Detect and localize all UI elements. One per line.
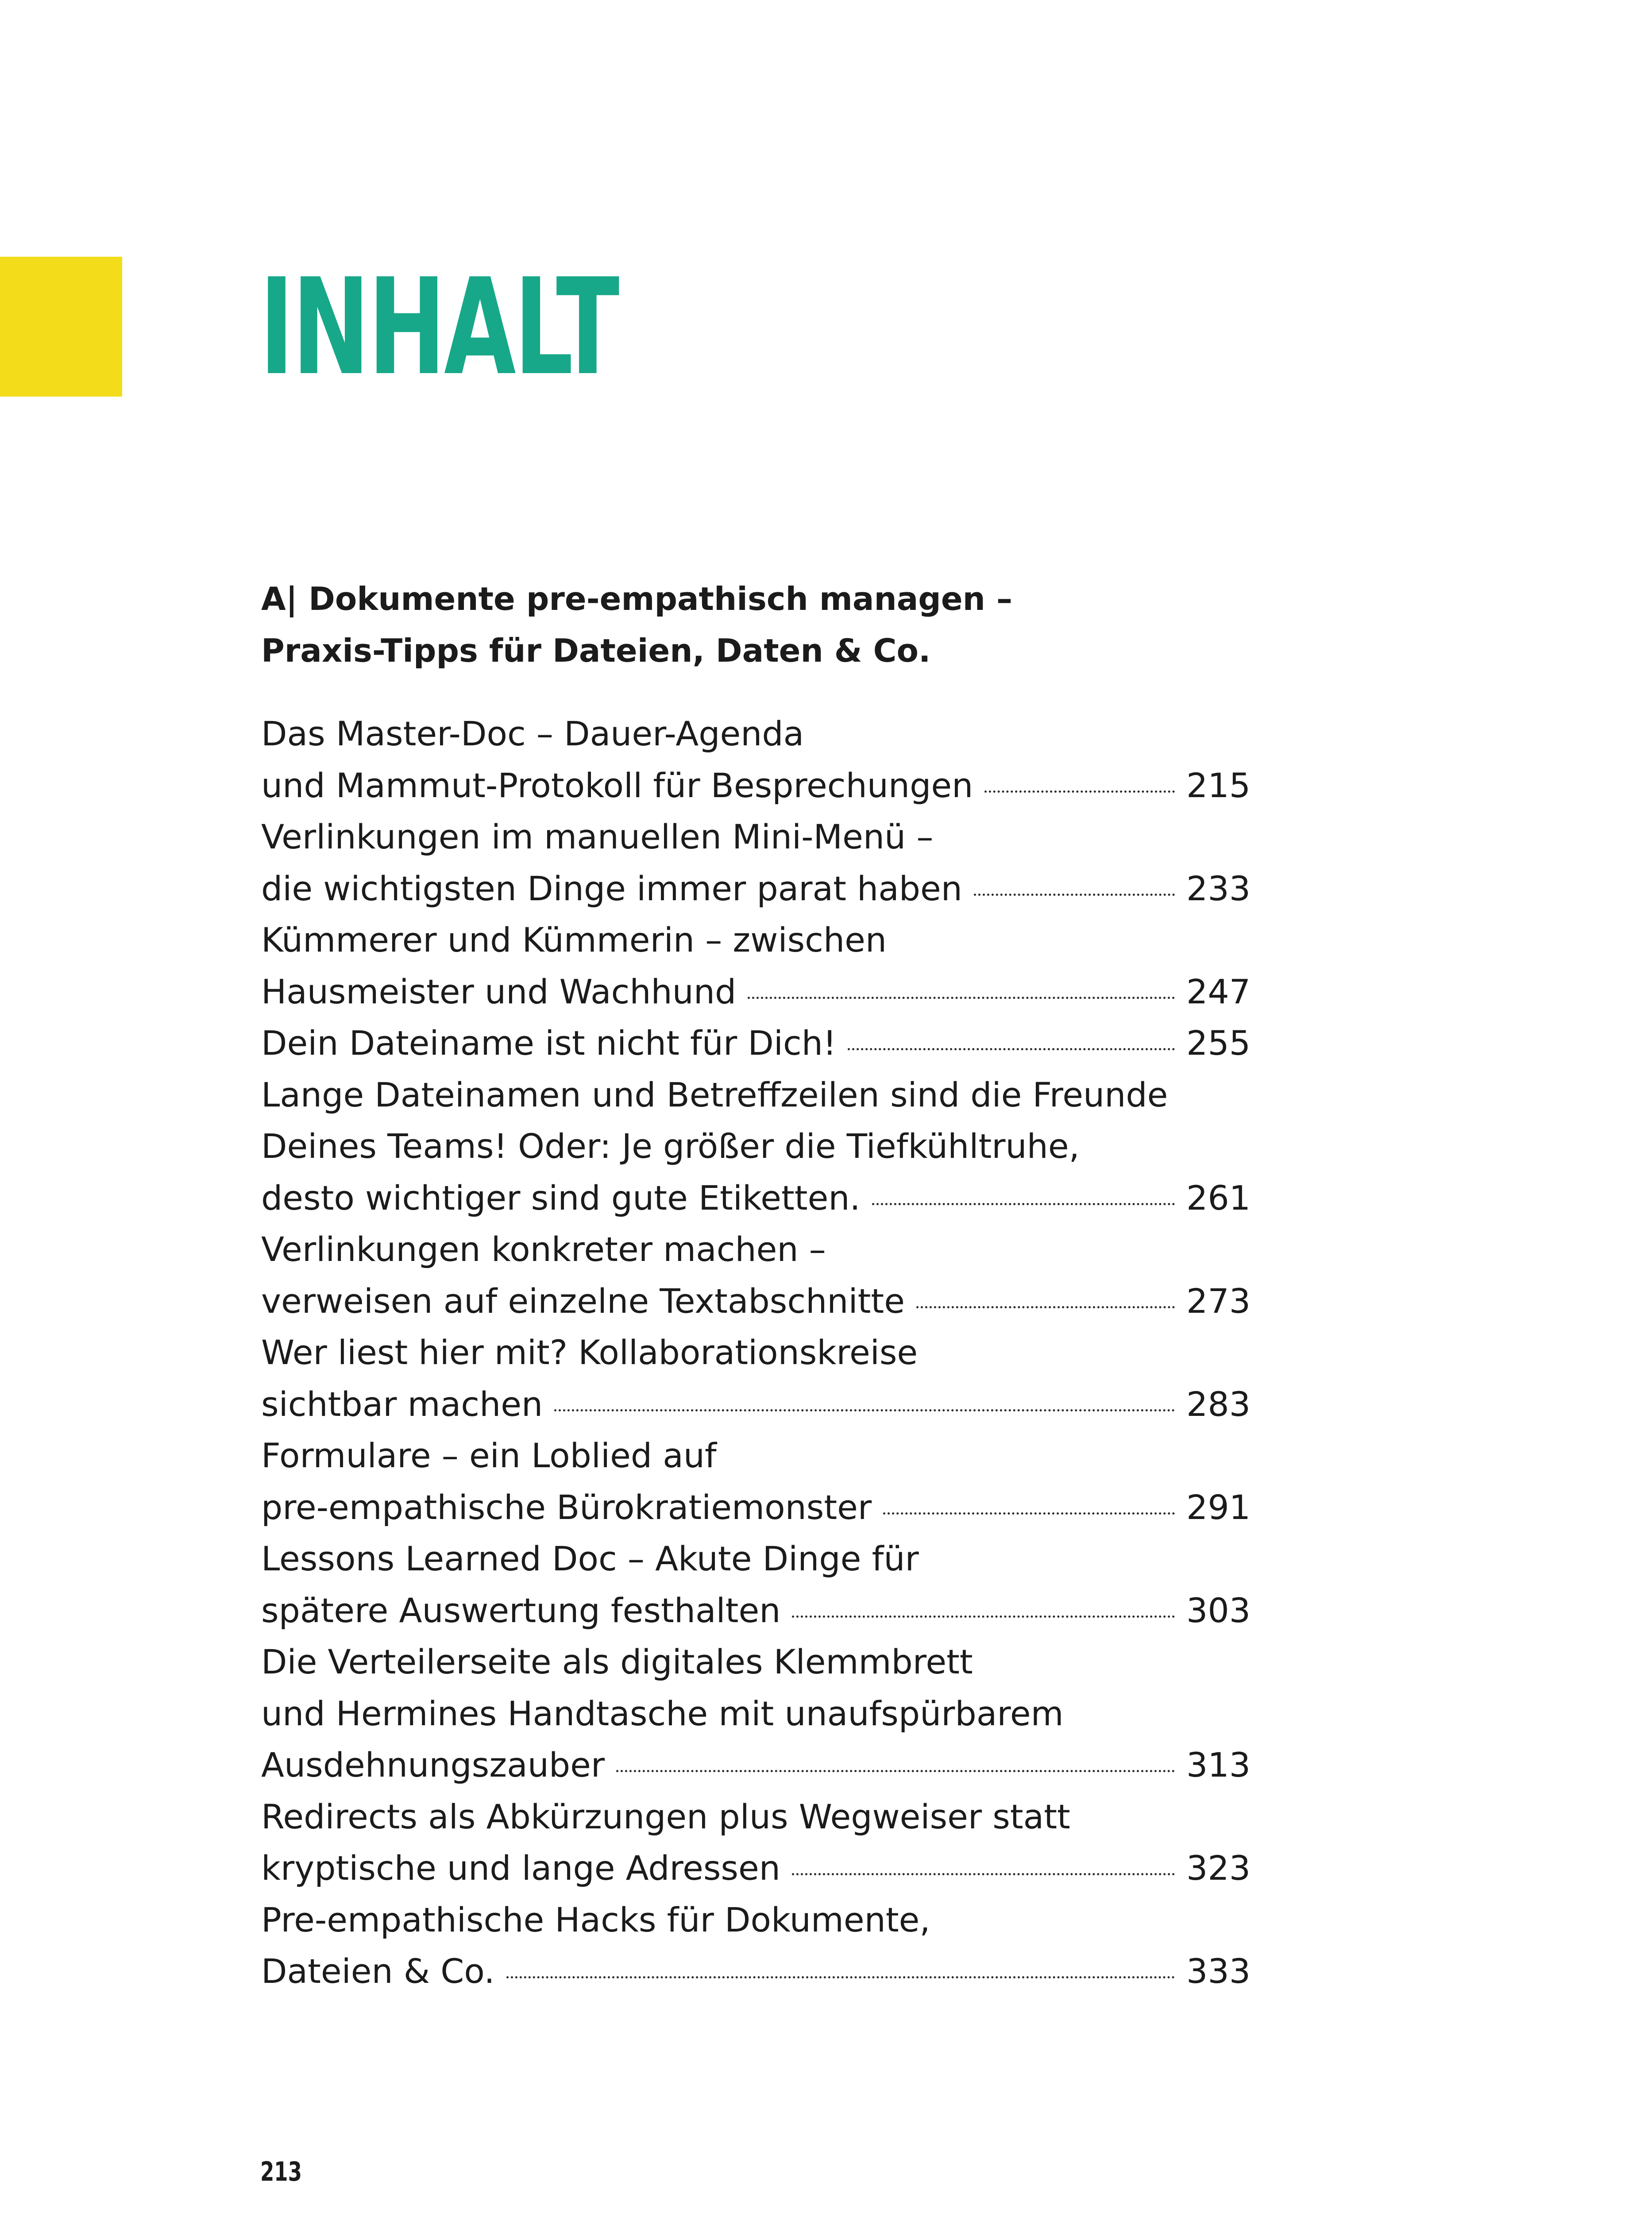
dot-leader	[506, 1976, 1175, 1978]
section-heading	[261, 573, 1279, 677]
toc-entry-line: Verlinkungen konkreter machen –	[261, 1230, 826, 1269]
dot-leader	[848, 1048, 1175, 1050]
toc-entry-line: Verlinkungen im manuellen Mini-Menü –	[261, 817, 934, 856]
dot-leader	[792, 1873, 1175, 1875]
toc-entry-line: desto wichtiger sind gute Etiketten.	[261, 1178, 861, 1218]
toc-page-number: 273	[1186, 1281, 1251, 1321]
toc-entry-line: verweisen auf einzelne Textabschnitte	[261, 1281, 905, 1321]
toc-entry	[261, 811, 1257, 914]
toc-entry-line: Lessons Learned Doc – Akute Dinge für	[261, 1539, 919, 1578]
toc-entry-line: Kümmerer und Kümmerin – zwischen	[261, 920, 887, 960]
toc-entry-last-line	[261, 1379, 1257, 1430]
toc-entry-last-line	[261, 1739, 1257, 1791]
toc-entry	[261, 1018, 1257, 1069]
toc-entry-line: Formulare – ein Loblied auf	[261, 1436, 717, 1475]
toc-entry-line: die wichtigsten Dinge immer parat haben	[261, 868, 962, 908]
toc-entry	[261, 1636, 1257, 1791]
toc-entry-last-line	[261, 1172, 1257, 1224]
toc-entry-line: Pre-empathische Hacks für Dokumente,	[261, 1900, 930, 1939]
toc-entry-last-line	[261, 1018, 1257, 1069]
toc-entry-last-line	[261, 863, 1257, 915]
toc-entry-line: Lange Dateinamen und Betreffzeilen sind die Freunde	[261, 1075, 1168, 1114]
toc-entry	[261, 914, 1257, 1018]
dot-leader	[616, 1770, 1175, 1772]
toc-entry-last-line	[261, 1482, 1257, 1534]
section-heading-line: A| Dokumente pre-empathisch managen –	[261, 580, 1012, 617]
toc-entry-last-line	[261, 760, 1257, 812]
toc-page-number: 247	[1186, 972, 1251, 1011]
toc-entry-line: Das Master-Doc – Dauer-Agenda	[261, 714, 804, 753]
toc-page-number: 323	[1186, 1848, 1251, 1888]
toc-page-number: 333	[1186, 1951, 1251, 1991]
page-number: 213	[260, 2156, 302, 2187]
toc-entry-last-line	[261, 966, 1257, 1018]
toc-entry	[261, 1327, 1257, 1430]
toc-entry	[261, 1430, 1257, 1533]
toc-entry	[261, 1069, 1257, 1224]
accent-bar	[0, 257, 122, 397]
toc-entry	[261, 708, 1257, 811]
toc-entry-line: Dateien & Co.	[261, 1951, 495, 1991]
section-heading-line: Praxis-Tipps für Dateien, Daten & Co.	[261, 632, 931, 669]
toc-entry-line: Dein Dateiname ist nicht für Dich!	[261, 1023, 837, 1063]
toc-page-number: 255	[1186, 1023, 1251, 1063]
toc-entry-last-line	[261, 1843, 1257, 1894]
dot-leader	[984, 790, 1175, 793]
toc-entry-line: Deines Teams! Oder: Je größer die Tiefkühltruhe,	[261, 1126, 1080, 1166]
dot-leader	[872, 1203, 1175, 1205]
toc-entry-line: und Mammut-Protokoll für Besprechungen	[261, 765, 973, 805]
dot-leader	[883, 1512, 1175, 1515]
toc-entry-line: kryptische und lange Adressen	[261, 1848, 780, 1888]
toc-entry-line: sichtbar machen	[261, 1384, 543, 1424]
page-title: INHALT	[259, 250, 618, 405]
toc-entry-line: Ausdehnungszauber	[261, 1745, 605, 1785]
toc-entry	[261, 1224, 1257, 1327]
toc-page-number: 233	[1186, 868, 1251, 908]
dot-leader	[974, 894, 1175, 896]
toc-entry	[261, 1533, 1257, 1636]
dot-leader	[554, 1409, 1175, 1411]
toc-page-number: 261	[1186, 1178, 1251, 1218]
toc-entry-line: Redirects als Abkürzungen plus Wegweiser statt	[261, 1797, 1070, 1836]
toc-page-number: 313	[1186, 1745, 1251, 1785]
toc-entry-line: und Hermines Handtasche mit unaufspürbarem	[261, 1693, 1064, 1733]
toc-entry-line: Die Verteilerseite als digitales Klemmbrett	[261, 1642, 973, 1681]
toc-entry-line: Wer liest hier mit? Kollaborationskreise	[261, 1333, 918, 1372]
dot-leader	[792, 1615, 1175, 1618]
toc-entry-last-line	[261, 1276, 1257, 1327]
table-of-contents	[261, 708, 1257, 1997]
toc-entry-line: Hausmeister und Wachhund	[261, 972, 737, 1011]
toc-entry-last-line	[261, 1946, 1257, 1997]
toc-entry	[261, 1791, 1257, 1894]
toc-page-number: 215	[1186, 765, 1251, 805]
toc-entry-last-line	[261, 1585, 1257, 1637]
toc-entry-line: pre-empathische Bürokratiemonster	[261, 1487, 872, 1527]
toc-page-number: 291	[1186, 1487, 1251, 1527]
toc-entry-line: spätere Auswertung festhalten	[261, 1590, 781, 1630]
dot-leader	[916, 1306, 1175, 1308]
toc-page-number: 303	[1186, 1590, 1251, 1630]
dot-leader	[748, 997, 1175, 999]
toc-entry	[261, 1894, 1257, 1997]
toc-page-number: 283	[1186, 1384, 1251, 1424]
